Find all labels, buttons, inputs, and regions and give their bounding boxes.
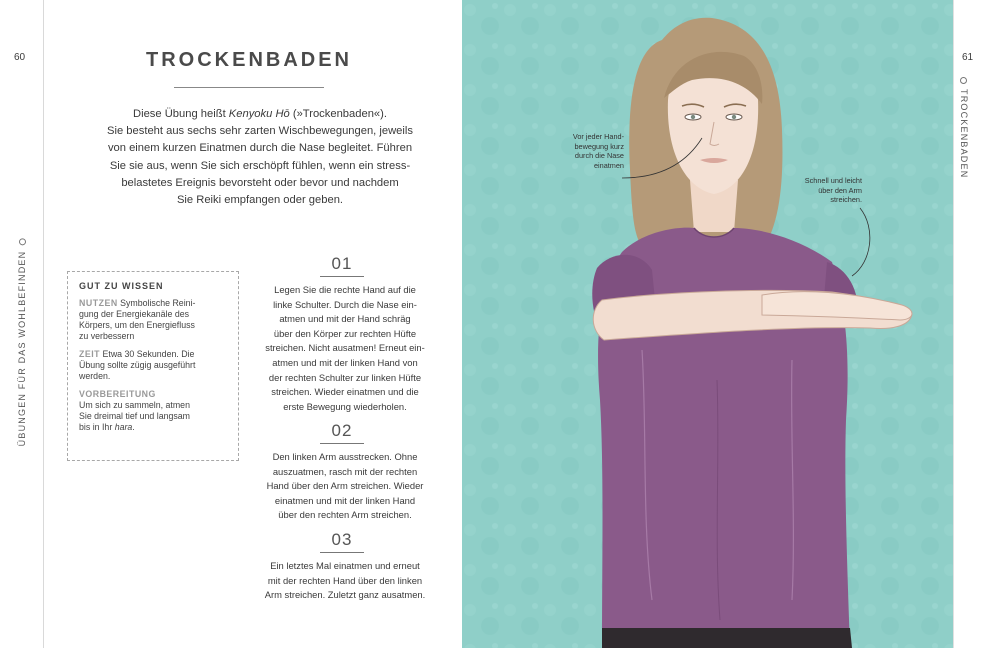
step-line: Hand über den Arm streichen. Wieder: [266, 480, 424, 492]
info-time: [79, 349, 228, 382]
annotation-arm: [786, 176, 862, 205]
intro-line: von einem kurzen Einatmen durch die Nase begleitet. Führen: [107, 142, 413, 155]
annotation-line: durch die Nase: [574, 151, 624, 161]
step-line: atmen und mit der linken Hand von: [272, 356, 418, 368]
page-number-left: 60: [14, 52, 26, 63]
info-key-nutzen: NUTZEN: [79, 298, 118, 308]
info-text: Etwa 30 Sekunden. Die: [100, 349, 195, 359]
annotation-line: über den Arm: [818, 185, 862, 195]
info-text: .: [132, 422, 135, 432]
iris: [691, 115, 695, 119]
info-line: gung der Energiekanäle des: [79, 309, 190, 319]
step-text-03: [250, 559, 440, 603]
annotation-line: Vor jeder Hand-: [572, 132, 624, 141]
step-line: linke Schulter. Durch die Nase ein-: [273, 298, 417, 310]
right-margin-rule: [953, 0, 954, 648]
left-margin-rule: [43, 0, 44, 648]
info-line: zu verbessern: [79, 331, 135, 341]
skirt: [602, 628, 852, 648]
step-line: der rechten Schulter zur linken Hüfte: [268, 371, 422, 383]
info-key-zeit: ZEIT: [79, 349, 101, 359]
annotation-line: bewegung kurz: [574, 141, 624, 151]
step-line: streichen. Nicht ausatmen! Erneut ein-: [265, 342, 425, 354]
step-text-02: [250, 450, 440, 523]
step-line: über den rechten Arm streichen.: [278, 509, 412, 521]
step-line: atmen und mit der Hand schräg: [279, 313, 411, 325]
step-line: Arm streichen. Zuletzt ganz ausatmen.: [264, 589, 426, 601]
annotation-line: Schnell und leicht: [804, 176, 862, 185]
annotation-line: streichen.: [830, 195, 862, 205]
info-preparation: [79, 389, 228, 433]
info-line: Körpers, um den Energiefluss: [79, 320, 195, 330]
running-head-right-text: TROCKENBADEN: [959, 89, 969, 179]
info-line: Sie dreimal tief und langsam: [79, 411, 190, 421]
info-line: werden.: [79, 371, 111, 381]
step-rule-02: [320, 443, 364, 444]
running-head-dot-icon: [19, 239, 26, 246]
step-line: Ein letztes Mal einatmen und erneut: [270, 560, 420, 571]
intro-term: Kenyoku Hō: [228, 108, 290, 120]
running-head-left-text: ÜBUNGEN FÜR DAS WOHLBEFINDEN: [17, 250, 27, 447]
intro-line: belastetes Ereignis bevorsteht oder bevor und nachdem: [121, 176, 399, 189]
running-head-right: [959, 72, 969, 178]
page-number-right: 61: [962, 52, 974, 63]
step-line: erste Bewegung wiederholen.: [283, 400, 407, 412]
intro-line: [95, 106, 425, 123]
step-rule-01: [320, 276, 364, 277]
info-box-title: GUT ZU WISSEN: [79, 281, 164, 291]
step-line: mit der rechten Hand über den linken: [267, 574, 423, 586]
step-line: auszuatmen, rasch mit der rechten: [272, 465, 418, 477]
annotation-line: einatmen: [593, 160, 624, 170]
step-line: Den linken Arm ausstrecken. Ohne: [272, 451, 418, 462]
annotation-nose: [538, 132, 624, 170]
step-rule-03: [320, 552, 364, 553]
info-box-good-to-know: [67, 271, 239, 461]
intro-line: Sie Reiki empfangen oder geben.: [176, 194, 344, 207]
running-head-dot-icon: [960, 77, 967, 84]
running-head-left: [17, 234, 27, 447]
title-underline: [174, 87, 324, 88]
illustration-panel: [462, 0, 953, 648]
step-line: über den Körper zur rechten Hüfte: [273, 327, 417, 339]
intro-paragraph: [95, 106, 425, 209]
info-line: [79, 298, 228, 309]
step-number-01: 01: [331, 254, 353, 273]
info-line: [79, 422, 228, 433]
info-benefit: [79, 298, 228, 342]
woman-illustration: [462, 0, 953, 648]
page-title: TROCKENBADEN: [146, 49, 352, 71]
info-text: bis in Ihr: [79, 422, 115, 432]
intro-text: Diese Übung heißt: [133, 108, 229, 120]
iris: [732, 115, 736, 119]
intro-line: Sie sie aus, wenn Sie sich erschöpft fühlen, wenn ein stress-: [109, 159, 411, 172]
info-line: Übung sollte zügig ausgeführt: [79, 360, 196, 370]
info-key-vorbereitung: VORBEREITUNG: [79, 389, 156, 399]
step-number-03: 03: [331, 530, 353, 549]
info-line: Um sich zu sammeln, atmen: [79, 400, 190, 410]
info-term-hara: hara: [114, 422, 133, 432]
step-line: Legen Sie die rechte Hand auf die: [274, 284, 416, 295]
intro-text: (»Trockenbaden«).: [289, 108, 387, 120]
step-line: streichen. Wieder einatmen und die: [271, 386, 419, 398]
info-line: [79, 349, 228, 360]
step-text-01: [250, 283, 440, 414]
info-text: Symbolische Reini-: [117, 298, 196, 308]
intro-line: Sie besteht aus sechs sehr zarten Wischbewegungen, jeweils: [107, 125, 413, 138]
step-line: einatmen und mit der linken Hand: [274, 494, 416, 506]
step-number-02: 02: [331, 421, 353, 440]
